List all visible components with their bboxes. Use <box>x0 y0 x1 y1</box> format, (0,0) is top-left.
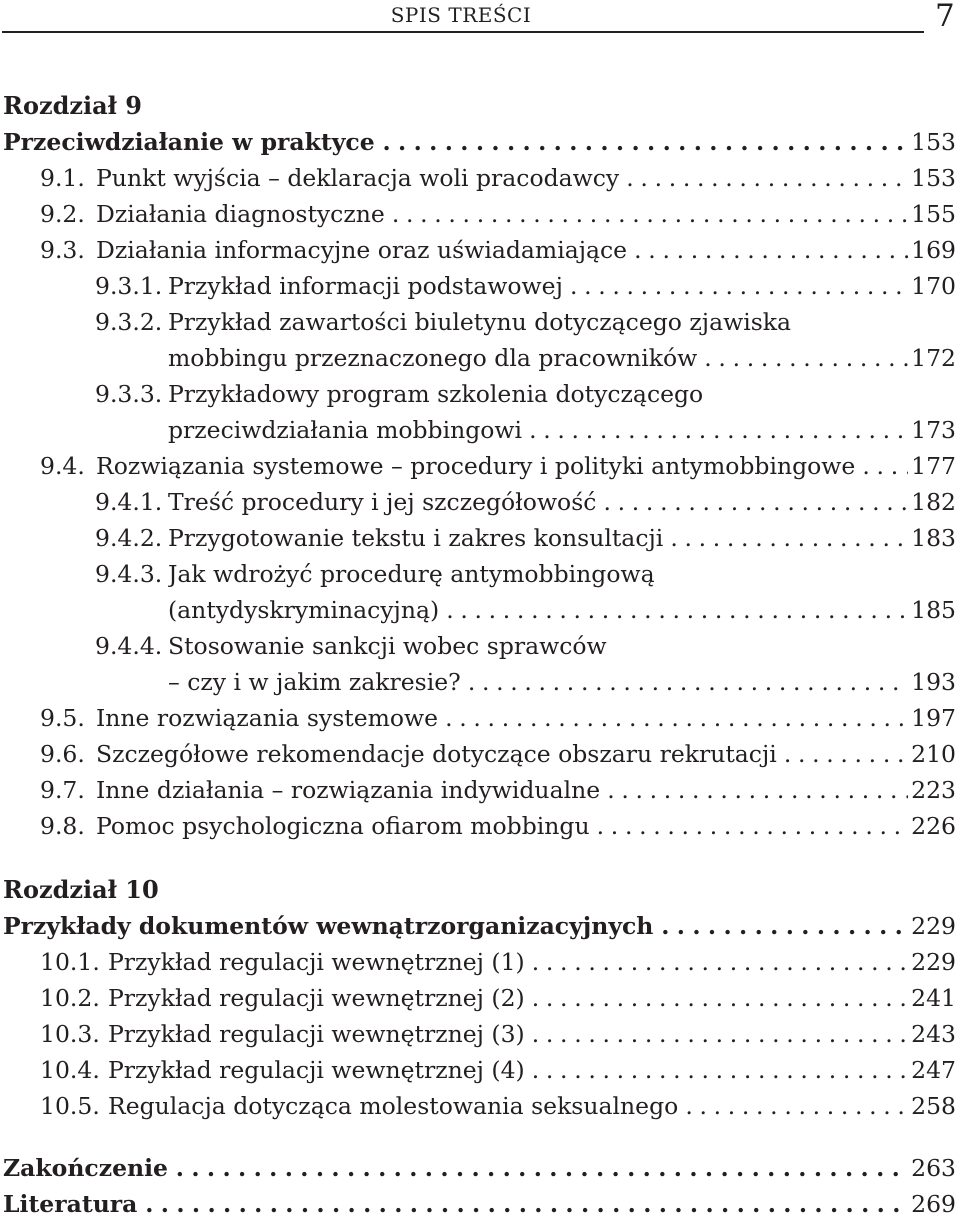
chapter-10-label: Rozdział 10 <box>3 875 159 904</box>
toc-entry-title: Inne rozwiązania systemowe . . . <box>96 700 908 736</box>
toc-entry-number: 9.3.3. <box>95 380 163 408</box>
chapter-9-title: Przeciwdziałanie w praktyce . . . <box>3 124 908 160</box>
toc-entry-page: 229 <box>911 948 956 976</box>
toc-entry-title: Działania informacyjne oraz uświadamiające . . . <box>96 232 908 268</box>
chapter-10-title-entry <box>0 908 960 944</box>
chapter-10-page: 229 <box>911 912 956 940</box>
toc-entry-number: 9.3. <box>40 236 85 264</box>
running-header <box>0 0 960 38</box>
toc-entry-10-2 <box>0 980 960 1016</box>
toc-entry-title: Rozwiązania systemowe – procedury i polityki antymobbingowe . . . <box>96 448 908 484</box>
toc-entry-10-1 <box>0 944 960 980</box>
toc-entry-page: 247 <box>911 1056 956 1084</box>
toc-entry-page: 182 <box>911 488 956 516</box>
toc-entry-9-4-3-cont <box>0 592 960 628</box>
toc-entry-9-3-2 <box>0 304 960 340</box>
toc-entry-page: 177 <box>911 452 956 480</box>
toc-entry-9-4-2 <box>0 520 960 556</box>
toc-entry-10-3 <box>0 1016 960 1052</box>
toc-entry-page: 223 <box>911 776 956 804</box>
toc-entry-9-3 <box>0 232 960 268</box>
toc-entry-page: 210 <box>911 740 956 768</box>
toc-entry-page: 258 <box>911 1092 956 1120</box>
toc-entry-title-continued: – czy i w jakim zakresie? . . . <box>168 664 908 700</box>
toc-entry-title: Jak wdrożyć procedurę antymobbingową <box>168 560 655 588</box>
toc-entry-10-4 <box>0 1052 960 1088</box>
toc-entry-title: Przykład zawartości biuletynu dotyczącego zjawiska <box>168 308 792 336</box>
toc-entry-conclusion <box>0 1150 960 1186</box>
toc-entry-bibliography <box>0 1186 960 1222</box>
toc-entry-page: 193 <box>911 668 956 696</box>
toc-entry-title: Literatura . . . <box>3 1186 908 1222</box>
toc-entry-title-continued: mobbingu przeznaczonego dla pracowników . . . <box>168 340 908 376</box>
toc-entry-title: Przykładowy program szkolenia dotyczącego <box>168 380 704 408</box>
toc-entry-page: 172 <box>911 344 956 372</box>
toc-entry-number: 9.4. <box>40 452 85 480</box>
toc-entry-9-4-4 <box>0 628 960 664</box>
running-header-title: SPIS TREŚCI <box>390 3 532 27</box>
toc-entry-title: Zakończenie . . . <box>3 1150 908 1186</box>
toc-entry-title: Przykład regulacji wewnętrznej (1) . . . <box>108 944 908 980</box>
toc-entry-9-3-3 <box>0 376 960 412</box>
toc-entry-9-5 <box>0 700 960 736</box>
toc-entry-title: Treść procedury i jej szczegółowość . . . <box>168 484 908 520</box>
toc-entry-number: 9.7. <box>40 776 85 804</box>
toc-entry-number: 9.4.3. <box>95 560 163 588</box>
toc-entry-title: Inne działania – rozwiązania indywidualne . . . <box>96 772 908 808</box>
toc-entry-9-2 <box>0 196 960 232</box>
toc-entry-title-continued: (antydyskryminacyjną) . . . <box>168 592 908 628</box>
toc-entry-page: 173 <box>911 416 956 444</box>
toc-entry-9-4-3 <box>0 556 960 592</box>
toc-entry-number: 10.5. <box>40 1092 100 1120</box>
toc-entry-page: 243 <box>911 1020 956 1048</box>
toc-entry-title: Przykład regulacji wewnętrznej (4) . . . <box>108 1052 908 1088</box>
toc-entry-9-6 <box>0 736 960 772</box>
toc-entry-page: 169 <box>911 236 956 264</box>
toc-entry-title-continued: przeciwdziałania mobbingowi . . . <box>168 412 908 448</box>
toc-entry-number: 10.3. <box>40 1020 100 1048</box>
toc-entry-title: Stosowanie sankcji wobec sprawców <box>168 632 607 660</box>
toc-entry-number: 9.2. <box>40 200 85 228</box>
toc-entry-number: 9.6. <box>40 740 85 768</box>
toc-entry-number: 9.4.4. <box>95 632 163 660</box>
toc-entry-page: 185 <box>911 596 956 624</box>
chapter-9-page: 153 <box>911 128 956 156</box>
toc-entry-9-4 <box>0 448 960 484</box>
toc-entry-page: 226 <box>911 812 956 840</box>
toc-entry-number: 10.2. <box>40 984 100 1012</box>
toc-entry-number: 9.5. <box>40 704 85 732</box>
toc-entry-page: 263 <box>911 1154 956 1182</box>
toc-entry-page: 269 <box>911 1190 956 1218</box>
toc-entry-9-1 <box>0 160 960 196</box>
toc-entry-title: Pomoc psychologiczna ofiarom mobbingu . . . <box>96 808 908 844</box>
toc-entry-number: 9.3.2. <box>95 308 163 336</box>
toc-entry-page: 241 <box>911 984 956 1012</box>
toc-entry-number: 10.1. <box>40 948 100 976</box>
toc-entry-9-7 <box>0 772 960 808</box>
toc-entry-9-3-1 <box>0 268 960 304</box>
toc-entry-9-3-3-cont <box>0 412 960 448</box>
toc-entry-9-8 <box>0 808 960 844</box>
toc-entry-page: 153 <box>911 164 956 192</box>
toc-entry-number: 9.3.1. <box>95 272 163 300</box>
toc-entry-title: Przykład regulacji wewnętrznej (3) . . . <box>108 1016 908 1052</box>
toc-entry-title: Punkt wyjścia – deklaracja woli pracodawcy . . . <box>96 160 908 196</box>
toc-entry-title: Przykład regulacji wewnętrznej (2) . . . <box>108 980 908 1016</box>
toc-entry-page: 197 <box>911 704 956 732</box>
toc-entry-title: Szczegółowe rekomendacje dotyczące obszaru rekrutacji . . . <box>96 736 908 772</box>
toc-entry-title: Przygotowanie tekstu i zakres konsultacji . . . <box>168 520 908 556</box>
toc-entry-number: 9.4.2. <box>95 524 163 552</box>
toc-entry-number: 9.8. <box>40 812 85 840</box>
toc-entry-10-5 <box>0 1088 960 1124</box>
toc-entry-title: Działania diagnostyczne . . . <box>96 196 908 232</box>
header-rule <box>2 31 924 33</box>
toc-entry-page: 183 <box>911 524 956 552</box>
toc-entry-title: Regulacja dotycząca molestowania seksualnego . . . <box>108 1088 908 1124</box>
toc-entry-number: 10.4. <box>40 1056 100 1084</box>
toc-entry-9-3-2-cont <box>0 340 960 376</box>
chapter-9-title-entry <box>0 124 960 160</box>
toc-entry-page: 170 <box>911 272 956 300</box>
toc-entry-9-4-1 <box>0 484 960 520</box>
chapter-10-title: Przykłady dokumentów wewnątrzorganizacyjnych . . . <box>3 908 908 944</box>
toc-entry-9-4-4-cont <box>0 664 960 700</box>
toc-entry-page: 155 <box>911 200 956 228</box>
page-number: 7 <box>935 0 955 34</box>
toc-entry-title: Przykład informacji podstawowej . . . <box>168 268 908 304</box>
toc-entry-number: 9.1. <box>40 164 85 192</box>
toc-entry-number: 9.4.1. <box>95 488 163 516</box>
chapter-9-label: Rozdział 9 <box>3 91 142 120</box>
